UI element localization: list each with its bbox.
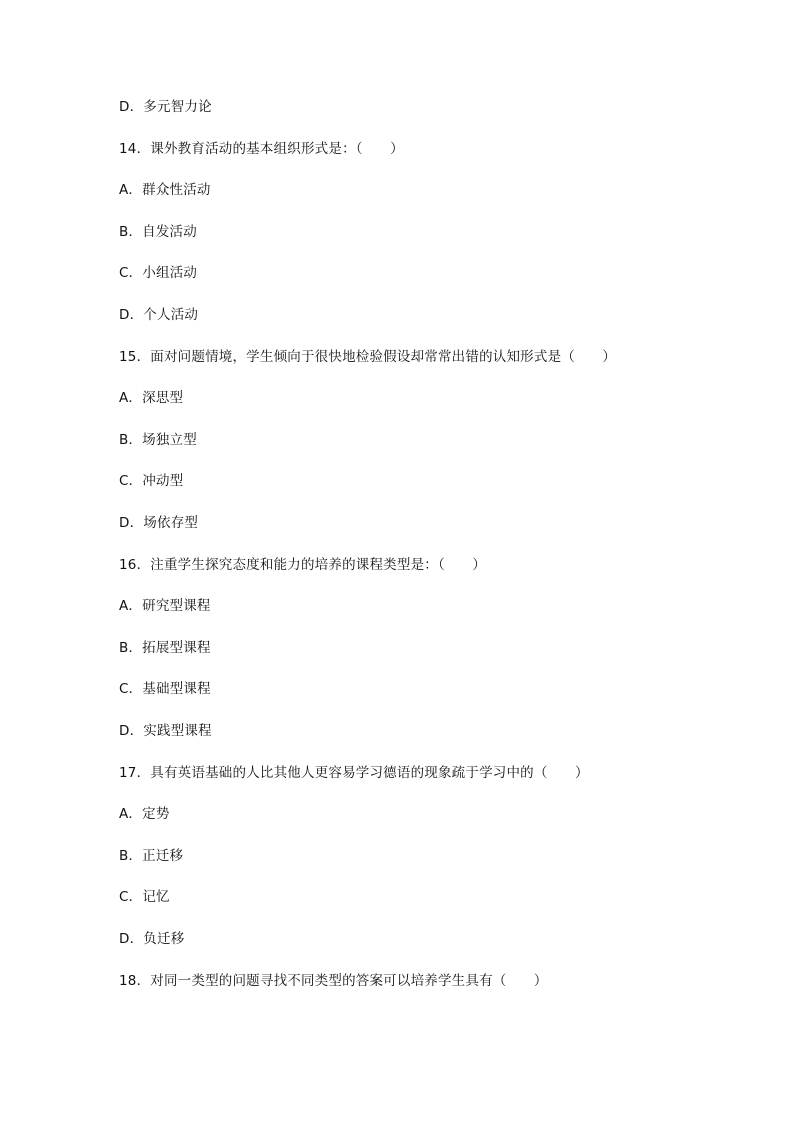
option-15-b: B．场独立型	[119, 432, 197, 448]
option-17-a: A．定势	[119, 806, 170, 822]
option-16-b: B．拓展型课程	[119, 640, 211, 656]
option-16-a: A．研究型课程	[119, 598, 211, 614]
option-14-a: A．群众性活动	[119, 182, 211, 198]
option-14-c: C．小组活动	[119, 265, 198, 281]
question-14: 14．课外教育活动的基本组织形式是：（ ）	[119, 141, 404, 157]
option-16-c: C．基础型课程	[119, 681, 211, 697]
option-14-b: B．自发活动	[119, 224, 197, 240]
question-18: 18．对同一类型的问题寻找不同类型的答案可以培养学生具有（ ）	[119, 973, 548, 989]
option-15-a: A．深思型	[119, 390, 184, 406]
option-17-b: B．正迁移	[119, 848, 184, 864]
option-15-c: C．冲动型	[119, 473, 184, 489]
option-13-d: D．多元智力论	[119, 99, 212, 115]
option-14-d: D．个人活动	[119, 307, 199, 323]
option-15-d: D．场依存型	[119, 515, 199, 531]
option-17-c: C．记忆	[119, 889, 170, 905]
question-17: 17．具有英语基础的人比其他人更容易学习德语的现象疏于学习中的（ ）	[119, 765, 589, 781]
option-17-d: D．负迁移	[119, 931, 185, 947]
question-15: 15．面对问题情境，学生倾向于很快地检验假设却常常出错的认知形式是（ ）	[119, 349, 617, 365]
question-16: 16．注重学生探究态度和能力的培养的课程类型是：（ ）	[119, 557, 487, 573]
option-16-d: D．实践型课程	[119, 723, 212, 739]
